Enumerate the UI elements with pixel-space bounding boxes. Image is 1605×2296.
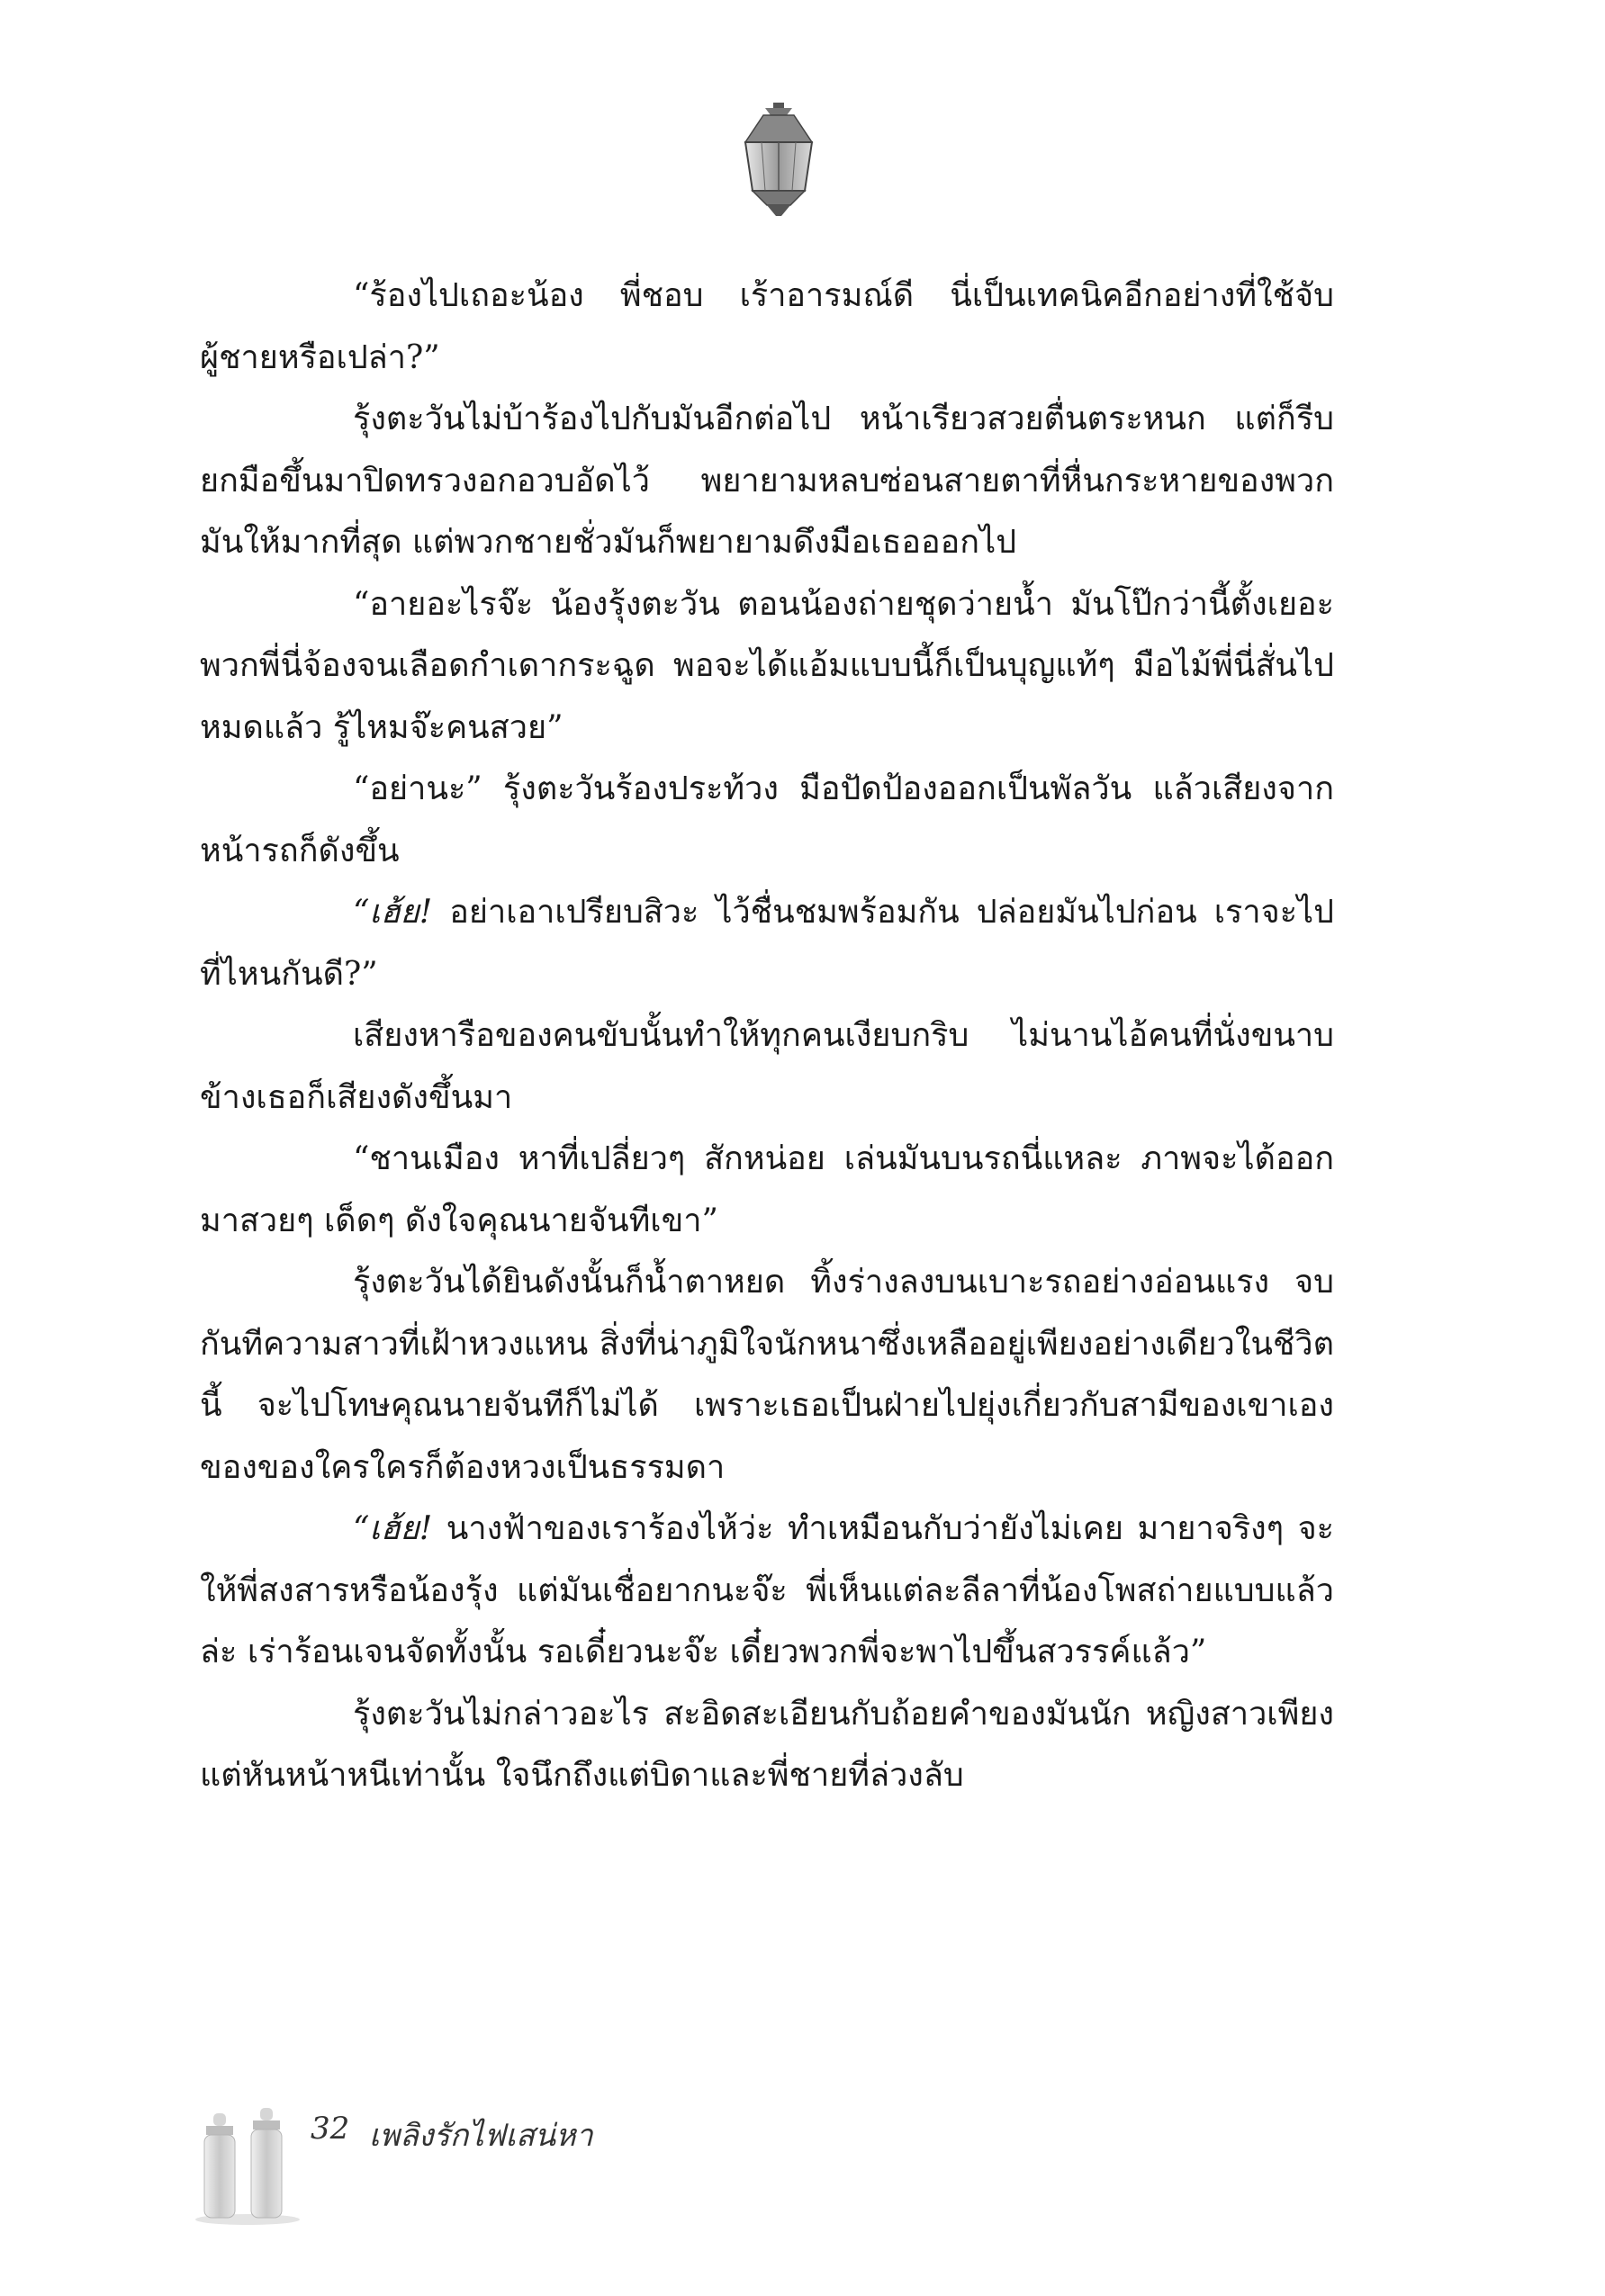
paragraph — [200, 1252, 1334, 1499]
paragraph — [200, 1129, 1334, 1252]
paragraph-text: รุ้งตะวันไม่กล่าวอะไร สะอิดสะเอียนกับถ้อยคำของมันนัก หญิงสาวเพียงแต่หันหน้าหนีเท่านั้น ใจนึกถึงแต่บิดาและพี่ชายที่ล่วงลับ — [200, 1695, 1334, 1794]
emphasis: “เฮ้ย! — [353, 894, 433, 931]
paragraph — [200, 574, 1334, 760]
paragraph — [200, 389, 1334, 574]
paragraph-text: รุ้งตะวันไม่บ้าร้องไปกับมันอีกต่อไป หน้าเรียวสวยตื่นตระหนก แต่ก็รีบยกมือขึ้นมาปิดทรวงอกอวบอัดไว้ พยายามหลบซ่อนสายตาที่หื่นกระหายของพวกมันให้มากที่สุด แต่พวกชายชั่วมันก็พยายามดึงมือเธอออกไป — [200, 401, 1334, 561]
emphasis: “เฮ้ย! — [353, 1510, 433, 1547]
paragraph-text: “ร้องไปเถอะน้อง พี่ชอบ เร้าอารมณ์ดี นี่เป็นเทคนิคอีกอย่างที่ใช้จับผู้ชายหรือเปล่า?” — [200, 277, 1334, 376]
bottles-ornament-icon — [194, 2104, 302, 2226]
paragraph-text: “อย่านะ” รุ้งตะวันร้องประท้วง มือปัดป้องออกเป็นพัลวัน แล้วเสียงจากหน้ารถก็ดังขึ้น — [200, 770, 1334, 869]
paragraph-text: รุ้งตะวันได้ยินดังนั้นก็น้ำตาหยด ทิ้งร่างลงบนเบาะรถอย่างอ่อนแรง จบกันทีความสาวที่เฝ้าหวงแหน สิ่งที่น่าภูมิใจนักหนาซึ่งเหลืออยู่เพียงอย่างเดียวในชีวิตนี้ จะไปโทษคุณนายจันทีก็ไม่ได้ เพราะเธอเป็นฝ่ายไปยุ่งเกี่ยวกับสามีของเขาเอง ของของใครใครก็ต้องหวงเป็นธรรมดา — [200, 1264, 1334, 1486]
lantern-ornament-icon — [729, 101, 828, 218]
page-number: 32 — [311, 2111, 350, 2147]
paragraph-text: เสียงหารือของคนขับนั้นทำให้ทุกคนเงียบกริบ ไม่นานไอ้คนที่นั่งขนาบข้างเธอก็เสียงดังขึ้นมา — [200, 1017, 1334, 1116]
paragraph-text: “ชานเมือง หาที่เปลี่ยวๆ สักหน่อย เล่นมันบนรถนี่แหละ ภาพจะได้ออกมาสวยๆ เด็ดๆ ดังใจคุณนายจันทีเขา” — [200, 1140, 1334, 1239]
paragraph — [200, 266, 1334, 389]
paragraph-text: อย่าเอาเปรียบสิวะ ไว้ชื่นชมพร้อมกัน ปล่อยมันไปก่อน เราจะไปที่ไหนกันดี?” — [200, 894, 1334, 993]
body-text — [200, 266, 1334, 1807]
paragraph — [200, 1005, 1334, 1129]
paragraph — [200, 882, 1334, 1005]
paragraph-text: “อายอะไรจ๊ะ น้องรุ้งตะวัน ตอนน้องถ่ายชุดว่ายน้ำ มันโป๊กว่านี้ตั้งเยอะ พวกพี่นี่จ้องจนเลือดกำเดากระฉูด พอจะได้แอ้มแบบนี้ก็เป็นบุญแท้ๆ มือไม้พี่นี่สั่นไปหมดแล้ว รู้ไหมจ๊ะคนสวย” — [200, 585, 1334, 746]
paragraph — [200, 759, 1334, 882]
paragraph — [200, 1499, 1334, 1684]
book-title: เพลิงรักไฟเสน่หา — [369, 2118, 593, 2154]
paragraph-text: นางฟ้าของเราร้องไห้ว่ะ ทำเหมือนกับว่ายังไม่เคย มายาจริงๆ จะให้พี่สงสารหรือน้องรุ้ง แต่มันเชื่อยากนะจ๊ะ พี่เห็นแต่ละลีลาที่น้องโพสถ่ายแบบแล้วล่ะ เร่าร้อนเจนจัดทั้งนั้น รอเดี๋ยวนะจ๊ะ เดี๋ยวพวกพี่จะพาไปขึ้นสวรรค์แล้ว” — [200, 1510, 1334, 1670]
paragraph — [200, 1684, 1334, 1807]
